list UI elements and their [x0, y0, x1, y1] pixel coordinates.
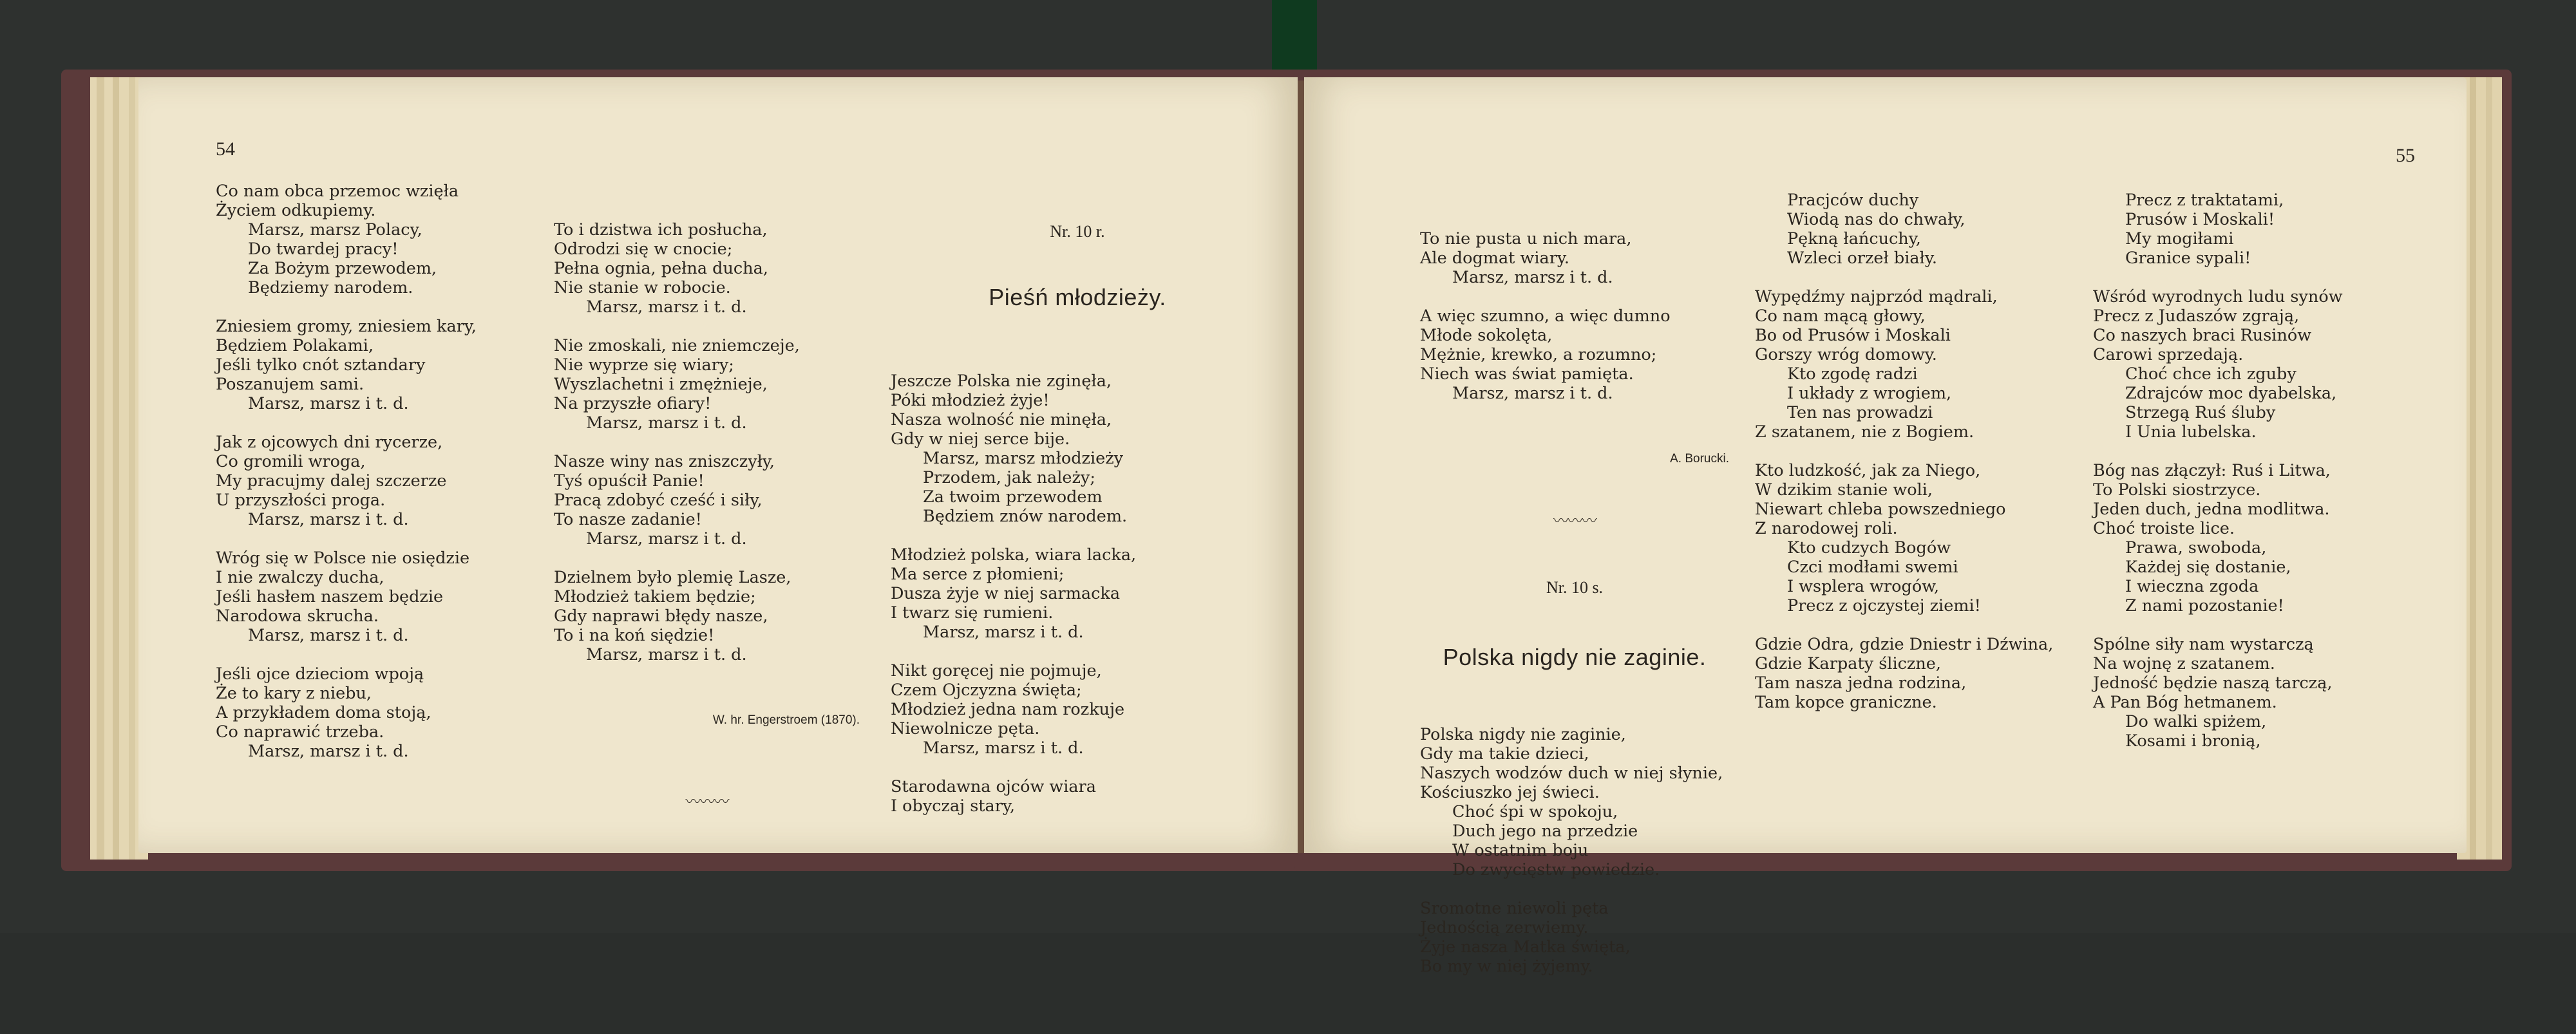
verse-line: Że to kary z niebu,	[216, 684, 372, 703]
stanza	[1755, 461, 2053, 616]
song-title: Pieśń młodzieży.	[989, 284, 1166, 310]
verse-line: Za twoim przewodem	[923, 487, 1103, 507]
verse-line: Jeszcze Polska nie zginęła,	[891, 371, 1112, 391]
page-number-left: 54	[216, 138, 235, 160]
verse-line: Niewart chleba powszedniego	[1755, 500, 2006, 519]
verse-line: Marsz, marsz i t. d.	[923, 623, 1084, 642]
verse-line: Na wojnę z szatanem.	[2093, 654, 2275, 673]
verse-line: Ale dogmat wiary.	[1420, 249, 1570, 268]
right-column-3	[2093, 191, 2343, 770]
verse-line: Niewolnicze pęta.	[891, 719, 1040, 738]
verse-line: Z szatanem, nie z Bogiem.	[1755, 422, 1975, 442]
left-column-3-stanzas	[891, 371, 1264, 816]
verse-line: Będziem znów narodem.	[923, 507, 1128, 526]
verse-line: I Unia lubelska.	[2125, 422, 2257, 442]
verse-line: Mężnie, krewko, a rozumno;	[1420, 345, 1657, 364]
verse-line: Marsz, marsz i t. d.	[248, 394, 409, 413]
verse-line: Nie zmoskali, nie zniemczeje,	[554, 336, 800, 355]
left-column-2	[554, 182, 860, 850]
verse-line: Z narodowej roli.	[1755, 519, 1898, 538]
right-column-1-song-stanzas	[1420, 725, 1729, 976]
ornament-divider: 〰〰〰	[685, 793, 728, 811]
stanza	[554, 452, 860, 549]
verse-line: Naszych wodzów duch w niej słynie,	[1420, 764, 1723, 783]
verse-line: Zdrajców moc dyabelska,	[2125, 384, 2337, 403]
verse-line: Gdy ma takie dzieci,	[1420, 744, 1589, 764]
attribution-engerstroem: W. hr. Engerstroem (1870).	[712, 713, 860, 727]
verse-line: I wsplera wrogów,	[1787, 577, 1940, 596]
verse-line: A przykładem doma stoją,	[216, 703, 431, 722]
verse-line: To nie pusta u nich mara,	[1420, 229, 1632, 249]
stanza	[1420, 306, 1729, 403]
stanza	[216, 317, 477, 413]
right-page	[1304, 77, 2467, 976]
verse-line: To i dzistwa ich posłucha,	[554, 220, 768, 240]
verse-line: Gdzie Odra, gdzie Dniestr i Dźwina,	[1755, 635, 2054, 654]
verse-line: Sromotne niewoli pęta	[1420, 899, 1609, 918]
verse-line: Choć chce ich zguby	[2125, 364, 2297, 384]
verse-line: Co naszych braci Rusinów	[2093, 326, 2312, 345]
stanza	[216, 433, 477, 529]
verse-line: W ostatnim boju	[1452, 841, 1589, 860]
verse-line: Tam kopce graniczne.	[1755, 693, 1937, 712]
verse-line: Na przyszłe ofiary!	[554, 394, 712, 413]
verse-line: Starodawna ojców wiara	[891, 777, 1096, 796]
verse-line: Precz z Judaszów zgrają,	[2093, 306, 2300, 326]
verse-line: Będziem Polakami,	[216, 336, 374, 355]
stanza	[2093, 635, 2343, 751]
stanza	[216, 664, 477, 761]
verse-line: Z nami pozostanie!	[2125, 596, 2284, 616]
verse-line: Jak z ojcowych dni rycerze,	[216, 433, 443, 452]
verse-line: My mogiłami	[2125, 229, 2234, 249]
verse-line: Poszanujem sami.	[216, 375, 365, 394]
verse-line: Do zwycięstw powiedzie.	[1452, 860, 1660, 879]
verse-line: To i na koń siędzie!	[554, 626, 715, 645]
verse-line: Marsz, marsz i t. d.	[586, 529, 747, 549]
page-number-right: 55	[2396, 145, 2415, 166]
verse-line: Za Bożym przewodem,	[248, 259, 437, 278]
verse-line: Wzleci orzeł biały.	[1787, 249, 1937, 268]
verse-line: A Pan Bóg hetmanem.	[2093, 693, 2277, 712]
verse-line: Pełna ognia, pełna ducha,	[554, 259, 768, 278]
verse-line: Wypędźmy najprzód mądrali,	[1755, 287, 1998, 306]
left-column-3	[891, 183, 1264, 874]
right-column-1-stanzas	[1420, 229, 1729, 403]
verse-line: Nikt goręcej nie pojmuje,	[891, 661, 1102, 681]
verse-line: Kto cudzych Bogów	[1787, 538, 1951, 558]
verse-line: Do walki spiżem,	[2125, 712, 2267, 731]
verse-line: Zniesiem gromy, zniesiem kary,	[216, 317, 477, 336]
stanza	[2093, 287, 2343, 442]
verse-line: Póki młodzież żyje!	[891, 391, 1050, 410]
verse-line: Polska nigdy nie zaginie,	[1420, 725, 1626, 744]
verse-line: Do twardej pracy!	[248, 240, 399, 259]
stanza	[1420, 229, 1729, 287]
verse-line: Wyszlachetni i zmężnieje,	[554, 375, 768, 394]
left-column-2-stanzas	[554, 220, 860, 664]
verse-line: Precz z traktatami,	[2125, 191, 2284, 210]
verse-line: Dzielnem było plemię Lasze,	[554, 568, 791, 587]
verse-line: Każdej się dostanie,	[2125, 558, 2291, 577]
verse-line: Wróg się w Polsce nie osiędzie	[216, 549, 470, 568]
verse-line: Strzegą Ruś śluby	[2125, 403, 2276, 422]
verse-line: Jedność będzie naszą tarczą,	[2093, 673, 2333, 693]
attribution-borucki: A. Borucki.	[1670, 452, 1729, 465]
verse-line: Kto ludzkość, jak za Niego,	[1755, 461, 1981, 480]
verse-line: Bo od Prusów i Moskali	[1755, 326, 1951, 345]
verse-line: Bo my w niej żyjemy.	[1420, 957, 1593, 976]
stanza	[891, 371, 1264, 526]
verse-line: Marsz, marsz i t. d.	[248, 742, 409, 761]
verse-line: Marsz, marsz i t. d.	[1452, 268, 1613, 287]
verse-line: Dusza żyje w niej sarmacka	[891, 584, 1121, 603]
verse-line: Przodem, jak należy;	[923, 468, 1095, 487]
verse-line: Marsz, marsz i t. d.	[1452, 384, 1613, 403]
stanza	[1755, 287, 2053, 442]
verse-line: Granice sypali!	[2125, 249, 2251, 268]
stanza	[1755, 191, 2053, 268]
verse-line: Kosami i bronią,	[2125, 731, 2261, 751]
verse-line: Marsz, marsz i t. d.	[586, 413, 747, 433]
verse-line: Marsz, marsz i t. d.	[248, 626, 409, 645]
verse-line: Nasze winy nas zniszczyły,	[554, 452, 775, 471]
verse-line: W dzikim stanie woli,	[1755, 480, 1933, 500]
left-column-1	[216, 182, 477, 780]
stanza	[1755, 635, 2053, 712]
verse-line: Kościuszko jej świeci.	[1420, 783, 1600, 802]
song-number: Nr. 10 r.	[1050, 222, 1105, 241]
stanza	[1420, 725, 1729, 879]
stanza	[554, 336, 860, 433]
verse-line: Odrodzi się w cnocie;	[554, 240, 733, 259]
verse-line: My pracujmy dalej szczerze	[216, 471, 447, 491]
left-page	[138, 77, 1298, 853]
stanza	[891, 545, 1264, 642]
stanza	[2093, 191, 2343, 268]
verse-line: Życiem odkupiemy.	[216, 201, 376, 220]
verse-line: Narodowa skrucha.	[216, 606, 379, 626]
verse-line: Choć śpi w spokoju,	[1452, 802, 1618, 822]
verse-line: Jeśli ojce dzieciom wpoją	[216, 664, 424, 684]
verse-line: Młodzież polska, wiara lacka,	[891, 545, 1137, 565]
verse-line: I układy z wrogiem,	[1787, 384, 1952, 403]
verse-line: Duch jego na przedzie	[1452, 822, 1638, 841]
verse-line: Co nam obca przemoc wzięła	[216, 182, 459, 201]
verse-line: Niech was świat pamięta.	[1420, 364, 1634, 384]
verse-line: Czem Ojczyzna święta;	[891, 681, 1082, 700]
verse-line: Marsz, marsz i t. d.	[586, 645, 747, 664]
verse-line: Co nam mącą głowy,	[1755, 306, 1926, 326]
verse-line: Ten nas prowadzi	[1787, 403, 1933, 422]
verse-line: I nie zwalczy ducha,	[216, 568, 384, 587]
verse-line: Pękną łańcuchy,	[1787, 229, 1921, 249]
verse-line: Czci modłami swemi	[1787, 558, 1958, 577]
verse-line: Marsz, marsz i t. d.	[923, 738, 1084, 758]
verse-line: I twarz się rumieni.	[891, 603, 1054, 623]
verse-line: Co naprawić trzeba.	[216, 722, 384, 742]
verse-line: To Polski siostrzyce.	[2093, 480, 2261, 500]
verse-line: Choć troiste lice.	[2093, 519, 2235, 538]
stanza	[891, 777, 1264, 816]
verse-line: Gdzie Karpaty śliczne,	[1755, 654, 1941, 673]
verse-line: Będziemy narodem.	[248, 278, 413, 297]
verse-line: Pracą zdobyć cześć i siły,	[554, 491, 762, 510]
song-number: Nr. 10 s.	[1546, 578, 1604, 597]
verse-line: Jeden duch, jedna modlitwa.	[2093, 500, 2330, 519]
stanza	[2093, 461, 2343, 616]
right-column-2	[1755, 191, 2053, 731]
stanza	[891, 661, 1264, 758]
verse-line: Kto zgodę radzi	[1787, 364, 1918, 384]
stanza	[554, 568, 860, 664]
verse-line: Marsz, marsz Polacy,	[248, 220, 422, 240]
verse-line: Żyje nasza Matka święta,	[1420, 937, 1631, 957]
verse-line: Młodzież jedna nam rozkuje	[891, 700, 1125, 719]
verse-line: Młode sokolęta,	[1420, 326, 1553, 345]
verse-line: Carowi sprzedają.	[2093, 345, 2244, 364]
right-column-1	[1420, 191, 1729, 1034]
verse-line: To nasze zadanie!	[554, 510, 702, 529]
verse-line: Prusów i Moskali!	[2125, 210, 2275, 229]
verse-line: Marsz, marsz i t. d.	[586, 297, 747, 317]
stanza	[216, 549, 477, 645]
ornament-divider: 〰〰〰	[1553, 512, 1596, 530]
verse-line: Gorszy wróg domowy.	[1755, 345, 1937, 364]
verse-line: I obyczaj stary,	[891, 796, 1016, 816]
verse-line: Pracjców duchy	[1787, 191, 1919, 210]
verse-line: Bóg nas złączył: Ruś i Litwa,	[2093, 461, 2331, 480]
stanza	[216, 182, 477, 297]
verse-line: Nasza wolność nie minęła,	[891, 410, 1112, 429]
verse-line: Wśród wyrodnych ludu synów	[2093, 287, 2343, 306]
verse-line: Marsz, marsz i t. d.	[248, 510, 409, 529]
verse-line: Gdy naprawi błędy nasze,	[554, 606, 768, 626]
verse-line: Marsz, marsz młodzieży	[923, 449, 1124, 468]
verse-line: Ma serce z płomieni;	[891, 565, 1065, 584]
verse-line: Spólne siły nam wystarczą	[2093, 635, 2314, 654]
verse-line: Tam nasza jedna rodzina,	[1755, 673, 1967, 693]
verse-line: Jeśli tylko cnót sztandary	[216, 355, 426, 375]
verse-line: A więc szumno, a więc dumno	[1420, 306, 1671, 326]
verse-line: Młodzież takiem będzie;	[554, 587, 756, 606]
verse-line: Nie stanie w robocie.	[554, 278, 731, 297]
verse-line: Tyś opuścił Panie!	[554, 471, 705, 491]
verse-line: Wiodą nas do chwały,	[1787, 210, 1965, 229]
verse-line: Jednością zerwiemy.	[1420, 918, 1589, 937]
verse-line: U przyszłości proga.	[216, 491, 386, 510]
stanza	[1420, 899, 1729, 976]
verse-line: Nie wyprze się wiary;	[554, 355, 734, 375]
verse-line: Co gromili wroga,	[216, 452, 366, 471]
song-title: Polska nigdy nie zaginie.	[1443, 644, 1707, 670]
verse-line: Gdy w niej serce bije.	[891, 429, 1070, 449]
verse-line: Precz z ojczystej ziemi!	[1787, 596, 1981, 616]
verse-line: Prawa, swoboda,	[2125, 538, 2267, 558]
verse-line: I wieczna zgoda	[2125, 577, 2259, 596]
verse-line: Jeśli hasłem naszem będzie	[216, 587, 444, 606]
stanza	[554, 220, 860, 317]
